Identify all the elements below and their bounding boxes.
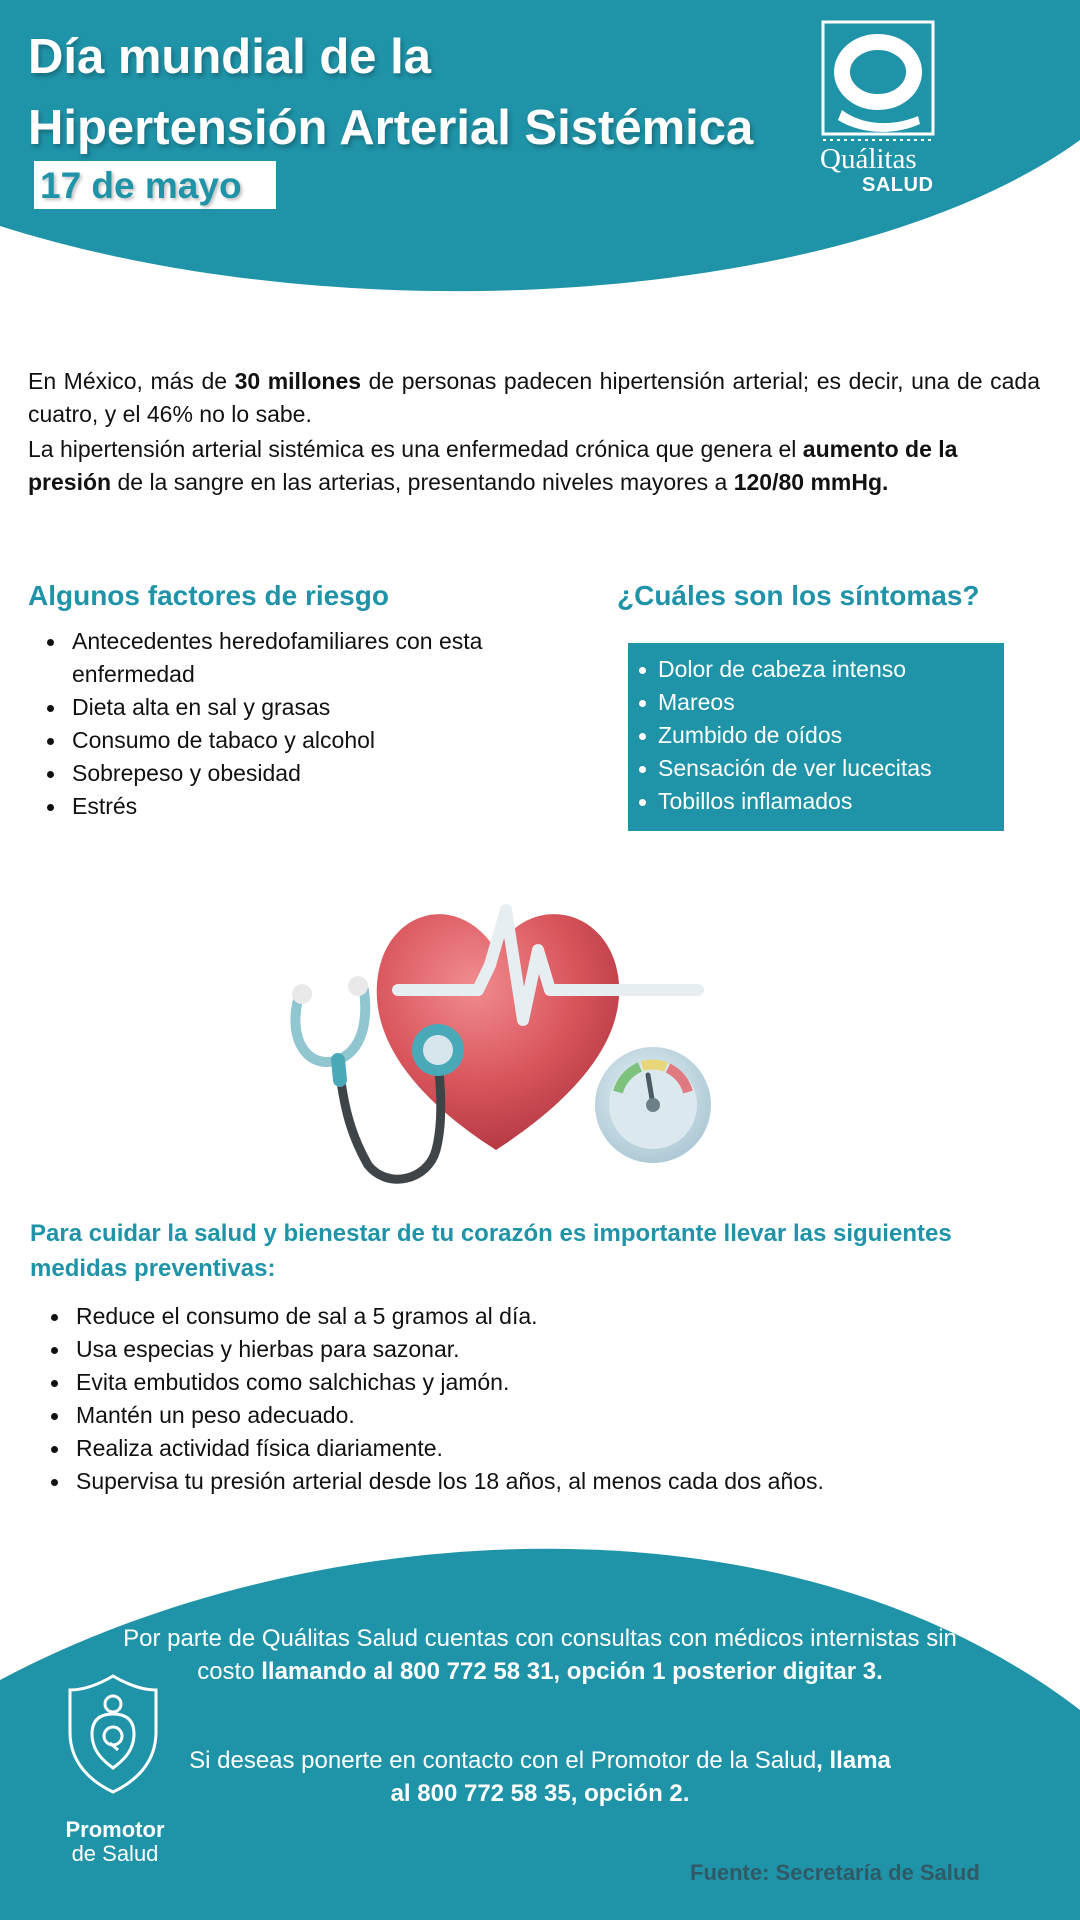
page-title xyxy=(28,22,808,164)
footer-promotor-text: Si deseas ponerte en contacto con el Promotor de la Salud, llama al 800 772 58 35, opción 2. xyxy=(189,1747,891,1807)
list-item: Dolor de cabeza intenso xyxy=(628,653,1004,686)
list-item: Reduce el consumo de sal a 5 gramos al día. xyxy=(32,1300,1032,1333)
footer-consult-text: Por parte de Quálitas Salud cuentas con consultas con médicos internistas sin costo llamando al 800 772 58 31, opción 1 posterior digitar 3. xyxy=(123,1625,957,1685)
list-item: Tobillos inflamados xyxy=(628,785,1004,818)
list-item: Sensación de ver lucecitas xyxy=(628,752,1004,785)
intro-paragraph-1: En México, más de 30 millones de personas padecen hipertensión arterial; es decir, una de cada cuatro, y el 46% no lo sabe. xyxy=(28,368,1041,427)
source-credit: Fuente: Secretaría de Salud xyxy=(690,1860,980,1885)
list-item: Zumbido de oídos xyxy=(628,719,1004,752)
risk-factors-title: Algunos factores de riesgo xyxy=(28,580,389,611)
intro-text xyxy=(28,365,1040,501)
intro-paragraph-2: La hipertensión arterial sistémica es una enfermedad crónica que genera el aumento de la presión de la sangre en las arterias, presentando niveles mayores a 120/80 mmHg. xyxy=(28,436,958,495)
title-line-1: Día mundial de la xyxy=(28,30,431,84)
list-item: Usa especias y hierbas para sazonar. xyxy=(32,1333,1032,1366)
list-item: Realiza actividad física diariamente. xyxy=(32,1432,1032,1465)
list-item: Mantén un peso adecuado. xyxy=(32,1399,1032,1432)
list-item: Consumo de tabaco y alcohol xyxy=(28,724,498,757)
list-item: Estrés xyxy=(28,790,498,823)
heart-stethoscope-gauge-illustration xyxy=(268,870,718,1190)
list-item: Sobrepeso y obesidad xyxy=(28,757,498,790)
logo-name: Quálitas xyxy=(820,143,917,175)
risk-factors-list xyxy=(28,625,498,823)
list-item: Dieta alta en sal y grasas xyxy=(28,691,498,724)
list-item: Mareos xyxy=(628,686,1004,719)
date-label: 17 de mayo xyxy=(40,165,242,206)
list-item: Evita embutidos como salchichas y jamón. xyxy=(32,1366,1032,1399)
list-item: Supervisa tu presión arterial desde los 18 años, al menos cada dos años. xyxy=(32,1465,1032,1498)
symptoms-list xyxy=(628,653,1004,818)
prevention-list xyxy=(32,1300,1032,1498)
promotor-label: Promotor de Salud xyxy=(65,1817,165,1866)
symptoms-title: ¿Cuáles son los síntomas? xyxy=(617,580,980,611)
list-item: Antecedentes heredofamiliares con esta enfermedad xyxy=(28,625,498,691)
title-line-2: Hipertensión Arterial Sistémica xyxy=(28,101,754,155)
prevention-title: Para cuidar la salud y bienestar de tu corazón es importante llevar las siguientes medidas preventivas: xyxy=(30,1220,952,1282)
promotor-shield-icon xyxy=(66,1672,160,1796)
logo-subtitle: SALUD xyxy=(862,174,934,196)
